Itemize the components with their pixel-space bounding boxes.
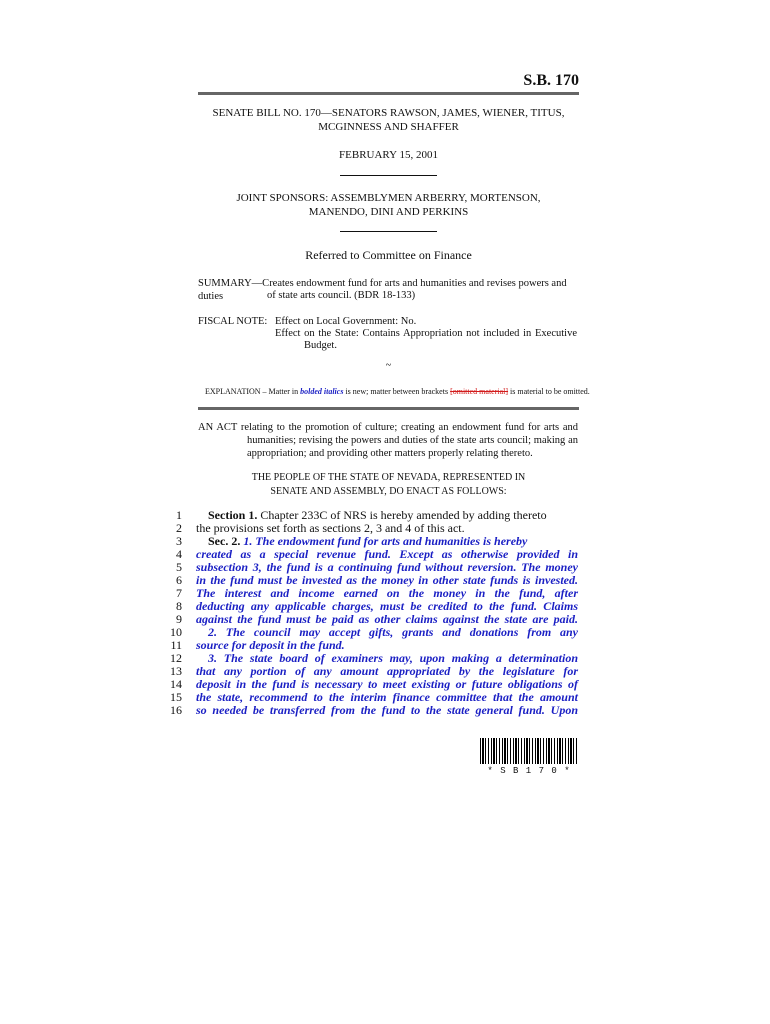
body-line-15: the state, recommend to the interim finance committee that the amount [196, 690, 578, 704]
sponsors-line2: MANENDO, DINI AND PERKINS [308, 206, 469, 218]
act-line2: humanities; revising the powers and duties of the state arts council; making an [247, 435, 578, 446]
section-1-text: Chapter 233C of NRS is hereby amended by adding thereto [257, 508, 547, 522]
act-line3: appropriation; and providing other matters properly relating thereto. [247, 448, 533, 459]
body-line-7: The interest and income earned on the money in the fund, after [196, 586, 578, 600]
body-line-16: so needed be transferred from the fund to the state general fund. Upon [196, 703, 578, 717]
line-number: 12 [170, 651, 182, 665]
sec-2-text: 1. The endowment fund for arts and humanities is hereby [240, 534, 528, 548]
fiscal-note-label: FISCAL NOTE: [198, 316, 268, 327]
bill-title-line1: SENATE BILL NO. 170—SENATORS RAWSON, JAMES, WIENER, TITUS, [212, 107, 565, 119]
barcode-text: * S B 1 7 0 * [487, 766, 571, 776]
body-line-8: deducting any applicable charges, must be credited to the fund. Claims [196, 599, 578, 613]
explanation-omitted: [omitted material] [450, 387, 509, 396]
line-number: 11 [170, 638, 182, 652]
explanation-rule [198, 407, 579, 410]
body-line-12: 3. The state board of examiners may, upon making a determination [208, 651, 578, 665]
explanation-middle: is new; matter between brackets [343, 387, 451, 396]
enacting-line2: SENATE AND ASSEMBLY, DO ENACT AS FOLLOWS: [270, 486, 507, 497]
fiscal-note-line1: Effect on Local Government: No. [275, 316, 417, 327]
line-number: 4 [176, 547, 182, 561]
explanation-prefix: EXPLANATION – Matter in [205, 387, 301, 396]
explanation-new-text: bolded italics [300, 387, 344, 396]
line-number: 7 [176, 586, 182, 600]
act-line1: AN ACT relating to the promotion of culture; creating an endowment fund for arts and [198, 422, 578, 433]
section-1-heading: Section 1. [208, 508, 258, 522]
line-number: 16 [170, 703, 182, 717]
line-number: 6 [176, 573, 182, 587]
explanation-suffix: is material to be omitted. [508, 387, 590, 396]
fiscal-note-line2: Effect on the State: Contains Appropriation not included in Executive [275, 328, 577, 339]
line-number: 2 [176, 521, 182, 535]
divider-1 [340, 175, 437, 176]
enacting-line1: THE PEOPLE OF THE STATE OF NEVADA, REPRESENTED IN [251, 472, 526, 483]
summary-line1: SUMMARY—Creates endowment fund for arts and humanities and revises powers and duties [198, 278, 567, 302]
body-line-9: against the fund must be paid as other claims against the state are paid. [196, 612, 578, 626]
line-number: 5 [176, 560, 182, 574]
body-line-4: created as a special revenue fund. Except as otherwise provided in [196, 547, 578, 561]
line-number: 15 [170, 690, 182, 704]
divider-2 [340, 231, 437, 232]
fiscal-note-line3: Budget. [304, 340, 337, 351]
summary-line2: of state arts council. (BDR 18-133) [267, 290, 416, 301]
body-line-5: subsection 3, the fund is a continuing fund without reversion. The money [196, 560, 578, 574]
body-line-14: deposit in the fund is necessary to meet existing or future obligations of [196, 677, 578, 691]
barcode-image [480, 738, 578, 764]
bill-number: S.B. 170 [523, 72, 579, 89]
line-number: 8 [176, 599, 182, 613]
body-line-13: that any portion of any amount appropriated by the legislature for [196, 664, 578, 678]
bill-title-line2: MCGINNESS AND SHAFFER [318, 121, 459, 133]
line-number: 14 [170, 677, 182, 691]
bill-date: FEBRUARY 15, 2001 [339, 149, 438, 161]
committee-referral: Referred to Committee on Finance [305, 248, 472, 262]
header-rule [198, 92, 579, 95]
explanation [205, 387, 590, 396]
body-line-2: the provisions set forth as sections 2, 3 and 4 of this act. [196, 521, 465, 535]
line-number: 13 [170, 664, 182, 678]
line-number: 10 [170, 625, 182, 639]
tilde-separator: ~ [385, 360, 392, 371]
body-line-11: source for deposit in the fund. [196, 638, 345, 652]
sec-2-heading: Sec. 2. [208, 534, 241, 548]
line-number: 9 [176, 612, 182, 626]
sponsors-line1: JOINT SPONSORS: ASSEMBLYMEN ARBERRY, MORTENSON, [236, 192, 541, 204]
line-number: 1 [176, 508, 182, 522]
body-line-10: 2. The council may accept gifts, grants and donations from any [208, 625, 578, 639]
line-number: 3 [176, 534, 182, 548]
body-line-6: in the fund must be invested as the money in other state funds is invested. [196, 573, 578, 587]
